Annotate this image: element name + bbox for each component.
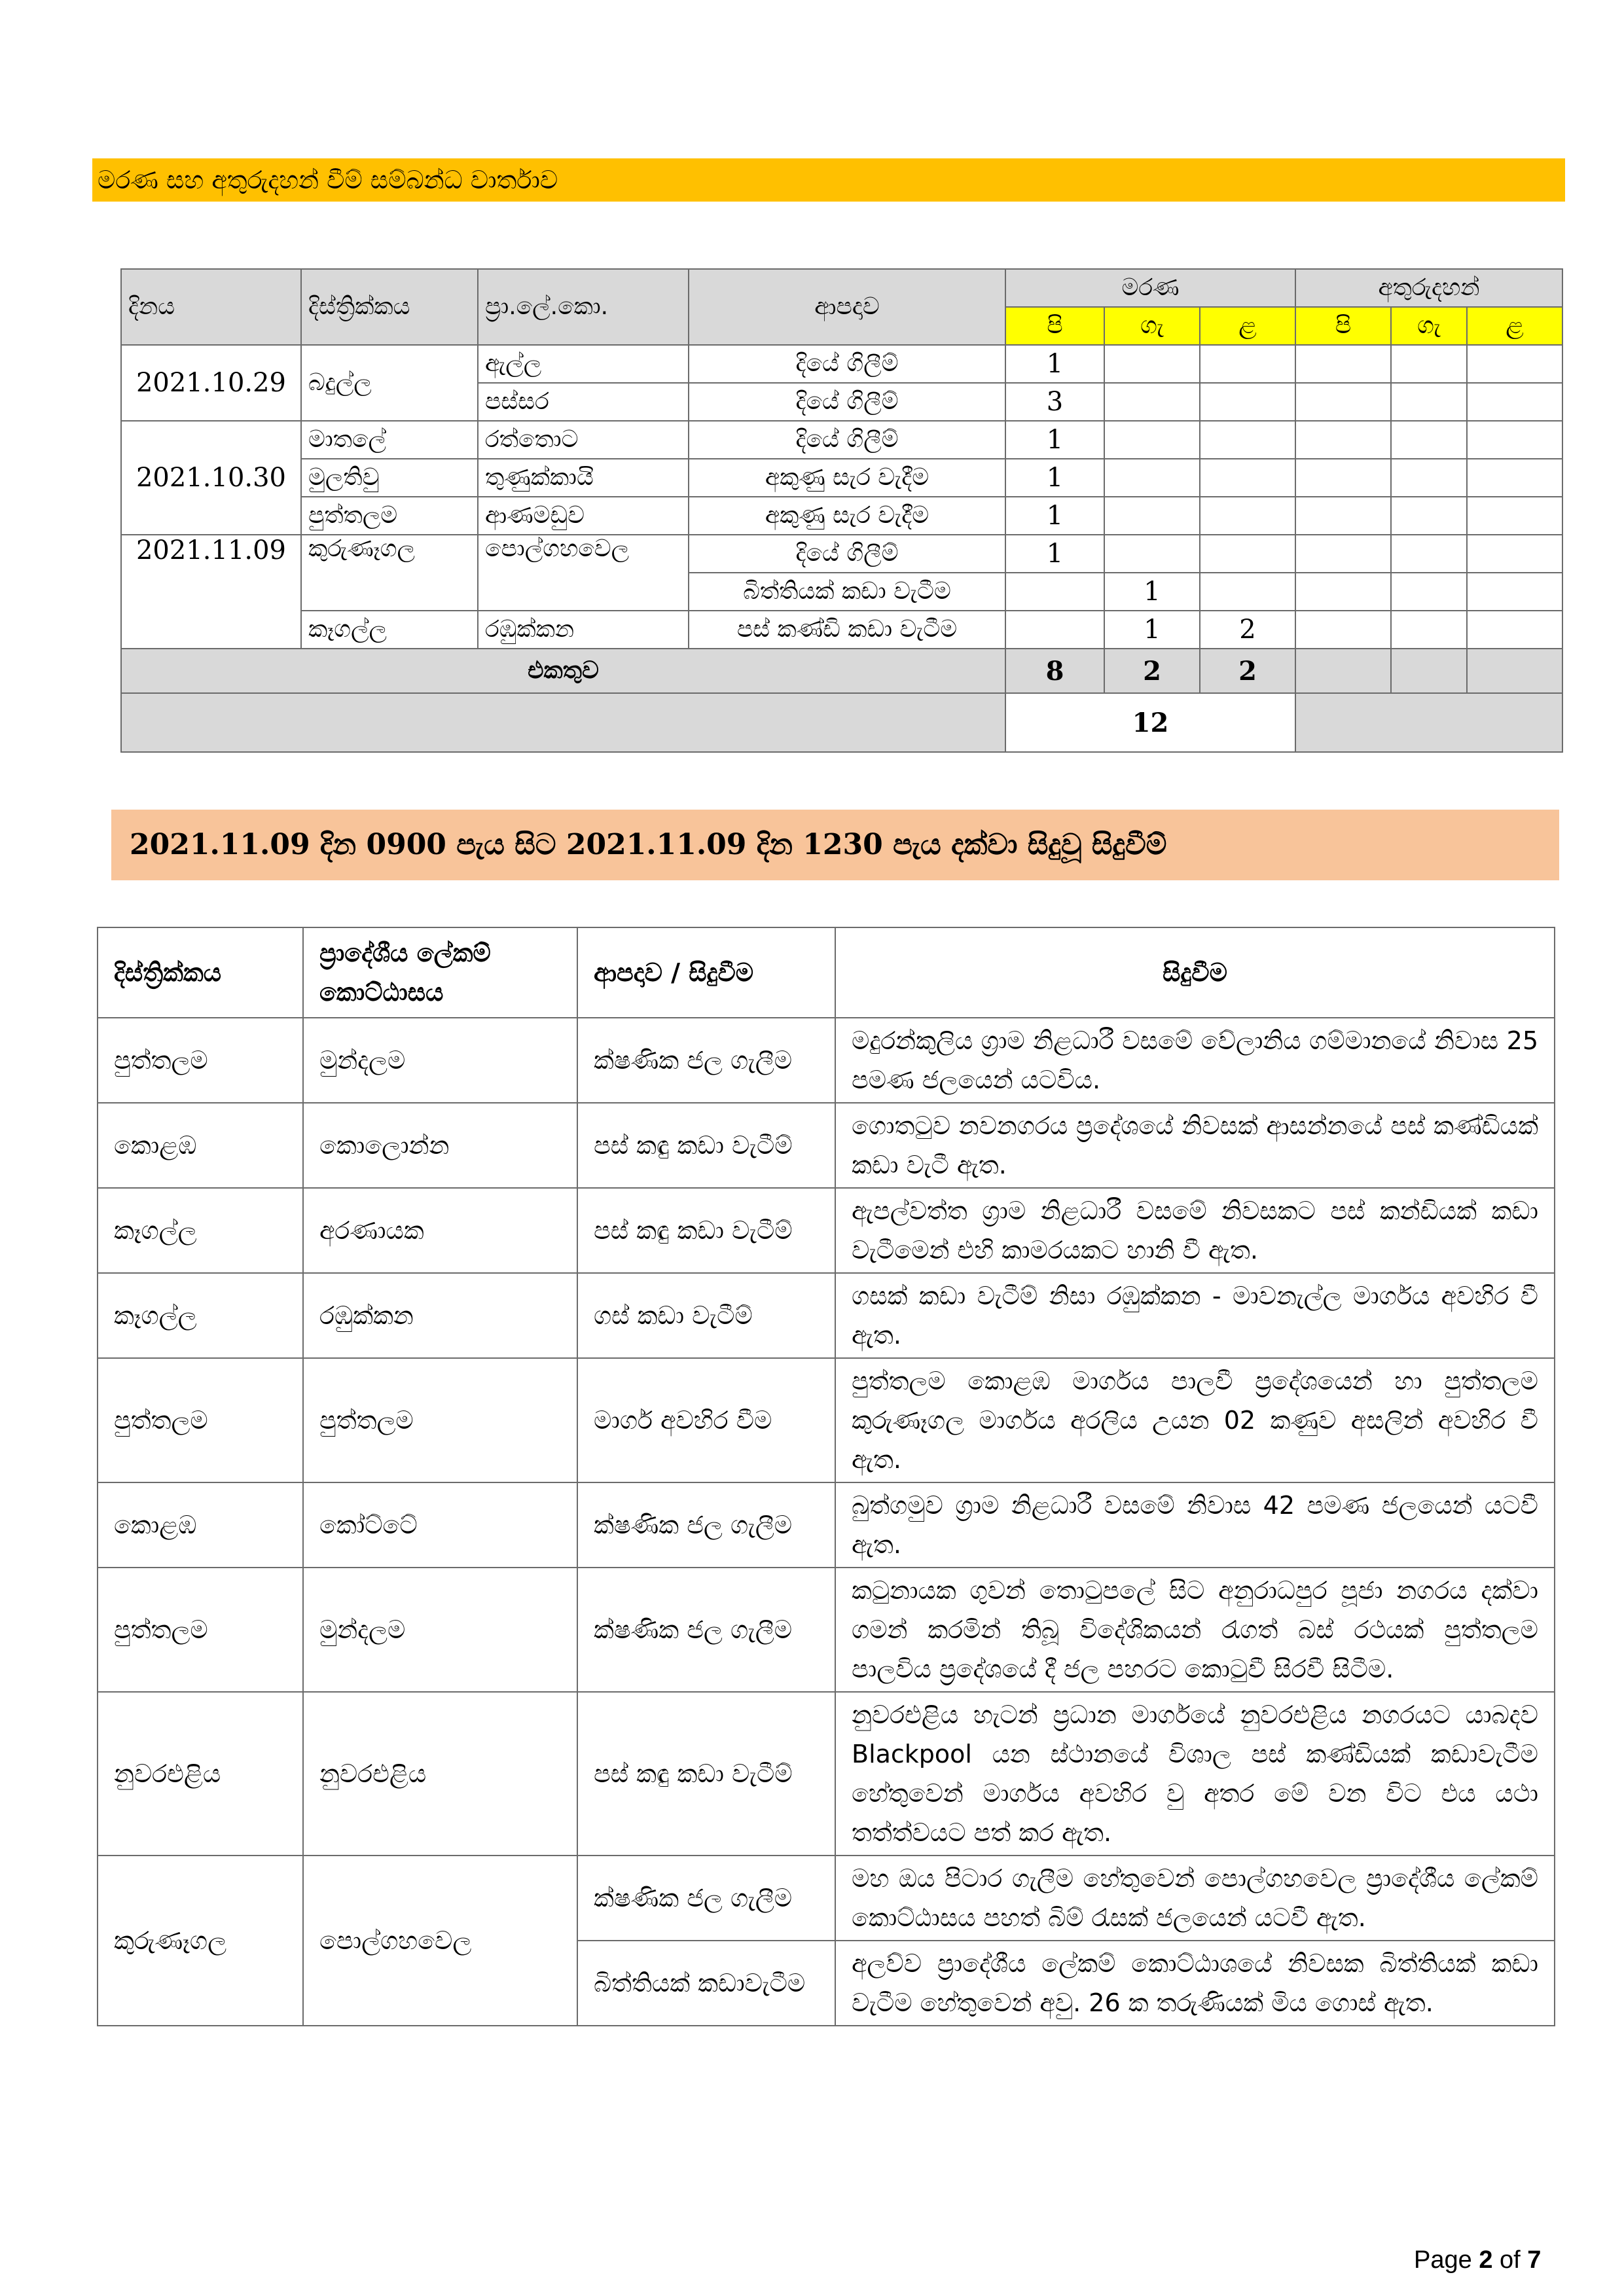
- missing-female-cell: [1391, 421, 1467, 459]
- deaths-male-cell: [1005, 611, 1104, 649]
- col-header-date: දිනය: [121, 269, 301, 345]
- missing-female-cell: [1391, 383, 1467, 421]
- sub-header-male: පි: [1295, 307, 1391, 345]
- missing-child-cell: [1467, 459, 1562, 497]
- table-row: [98, 1482, 1555, 1568]
- section-title-casualties: මරණ සහ අතුරුදහන් වීම් සම්බන්ධ වාර්තාව: [92, 158, 1565, 202]
- ds-cell: රඹුක්කන: [303, 1273, 577, 1358]
- hazard-cell: බිත්තියක් කඩා වැටීම: [689, 573, 1005, 611]
- missing-child-cell: [1467, 383, 1562, 421]
- table-row: [98, 1358, 1555, 1482]
- district-cell: පුත්තලම: [98, 1568, 303, 1692]
- page-word: Page: [1414, 2246, 1472, 2274]
- event-cell: ගොතටුව නවනගරය ප්‍රදේශයේ නිවසක් ආසන්නයේ පස් කණ්ඩියක් කඩා වැටී ඇත.: [835, 1103, 1555, 1188]
- deaths-male-cell: 1: [1005, 497, 1104, 535]
- date-cell: 2021.11.09: [121, 535, 301, 649]
- col-header-hazard: ආපදාව: [689, 269, 1005, 345]
- missing-female-cell: [1391, 345, 1467, 383]
- event-cell: ගසක් කඩා වැටීම් නිසා රඹුක්කන - මාවනැල්ල මාර්ගය අවහිර වී ඇත.: [835, 1273, 1555, 1358]
- hazard-cell: දියේ ගිලීම්: [689, 345, 1005, 383]
- table-row: [121, 611, 1562, 649]
- total-missing-male: [1295, 649, 1391, 693]
- total-missing-child: [1467, 649, 1562, 693]
- missing-male-cell: [1295, 573, 1391, 611]
- sub-header-male: පි: [1005, 307, 1104, 345]
- hazard-cell: ගස් කඩා වැටීම්: [577, 1273, 835, 1358]
- ds-cell: රත්තොට: [478, 421, 689, 459]
- deaths-female-cell: [1104, 535, 1200, 573]
- missing-female-cell: [1391, 535, 1467, 573]
- event-cell: කටුනායක ගුවන් තොටුපලේ සිට අනුරාධපුර පූජා නගරය දක්වා ගමන් කරමින් තිබූ විදේශිකයන් රැගත් බස් රථයක් පුත්තලම පාලවිය ප්‍රදේශයේ දී ජල පහරට කොටුවී සිරවී සිටීම.: [835, 1568, 1555, 1692]
- district-cell: බදුල්ල: [301, 345, 478, 421]
- deaths-female-cell: [1104, 459, 1200, 497]
- table-row: [98, 1692, 1555, 1856]
- deaths-male-cell: 3: [1005, 383, 1104, 421]
- total-label: එකතුව: [121, 649, 1005, 693]
- event-cell: අලව්ව ප්‍රාදේශීය ලේකම් කොට්ඨාශයේ නිවසක බිත්තියක් කඩා වැටීම හේතුවෙන් අවු. 26 ක තරුණියක් මිය ගොස් ඇත.: [835, 1941, 1555, 2026]
- missing-female-cell: [1391, 611, 1467, 649]
- district-cell: පුත්තලම: [301, 497, 478, 535]
- col-header-missing: අතුරුදහන්: [1295, 269, 1562, 307]
- missing-child-cell: [1467, 421, 1562, 459]
- table-row: [98, 1856, 1555, 1941]
- grand-total-row: [121, 693, 1562, 752]
- ds-cell: කෝට්ටේ: [303, 1482, 577, 1568]
- district-cell: නුවරඑළිය: [98, 1692, 303, 1856]
- deaths-female-cell: [1104, 421, 1200, 459]
- missing-male-cell: [1295, 459, 1391, 497]
- sub-header-female: ගැ: [1104, 307, 1200, 345]
- district-cell: කුරුණෑගල: [301, 535, 478, 611]
- ds-cell: තුණුක්කායි: [478, 459, 689, 497]
- page-number: 2: [1479, 2246, 1493, 2274]
- ds-cell: ආණමඩුව: [478, 497, 689, 535]
- date-cell: 2021.10.29: [121, 345, 301, 421]
- table-row: [121, 497, 1562, 535]
- hazard-cell: පස් කණ්ඩි කඩා වැටීම: [689, 611, 1005, 649]
- missing-female-cell: [1391, 497, 1467, 535]
- district-cell: කුරුණෑගල: [98, 1856, 303, 2026]
- date-cell: 2021.10.30: [121, 421, 301, 535]
- deaths-child-cell: [1200, 459, 1295, 497]
- table-row: [121, 421, 1562, 459]
- ds-cell: මුන්දලම: [303, 1018, 577, 1103]
- deaths-male-cell: 1: [1005, 459, 1104, 497]
- deaths-child-cell: [1200, 573, 1295, 611]
- missing-female-cell: [1391, 573, 1467, 611]
- ds-cell: කොලොන්න: [303, 1103, 577, 1188]
- hazard-cell: මාර්ග අවහිර වීම: [577, 1358, 835, 1482]
- district-cell: කොළඹ: [98, 1482, 303, 1568]
- missing-male-cell: [1295, 383, 1391, 421]
- total-row: [121, 649, 1562, 693]
- casualty-table: [120, 268, 1563, 753]
- hazard-cell: ක්ෂණික ජල ගැලීම: [577, 1018, 835, 1103]
- table-row: [98, 1568, 1555, 1692]
- deaths-female-cell: 1: [1104, 573, 1200, 611]
- hazard-cell: අකුණු සැර වැදීම: [689, 459, 1005, 497]
- district-cell: කොළඹ: [98, 1103, 303, 1188]
- deaths-male-cell: 1: [1005, 421, 1104, 459]
- ds-cell: පුත්තලම: [303, 1358, 577, 1482]
- hazard-cell: දියේ ගිලීම්: [689, 383, 1005, 421]
- hazard-cell: ක්ෂණික ජල ගැලීම: [577, 1568, 835, 1692]
- total-female: 2: [1104, 649, 1200, 693]
- col-header-district: දිස්ත්‍රික්කය: [98, 927, 303, 1018]
- deaths-male-cell: [1005, 573, 1104, 611]
- total-missing-female: [1391, 649, 1467, 693]
- missing-male-cell: [1295, 345, 1391, 383]
- event-cell: පුත්තලම කොළඹ මාර්ගය පාලවී ප්‍රදේශයෙන් හා පුත්තලම කුරුණෑගල මාර්ගය අරලිය උයන 02 කණුව අසලින් අවහිර වී ඇත.: [835, 1358, 1555, 1482]
- hazard-cell: පස් කඳු කඩා වැටීම්: [577, 1103, 835, 1188]
- missing-male-cell: [1295, 611, 1391, 649]
- grand-total-missing: [1295, 693, 1562, 752]
- col-header-hazard: ආපදාව / සිදුවීම: [577, 927, 835, 1018]
- district-cell: මාතලේ: [301, 421, 478, 459]
- missing-male-cell: [1295, 497, 1391, 535]
- total-child: 2: [1200, 649, 1295, 693]
- missing-child-cell: [1467, 345, 1562, 383]
- ds-cell: පස්සර: [478, 383, 689, 421]
- ds-cell: රඹුක්කන: [478, 611, 689, 649]
- col-header-ds: ප්‍රා.ලේ.කො.: [478, 269, 689, 345]
- grand-total-deaths: 12: [1005, 693, 1295, 752]
- table-row: [121, 345, 1562, 383]
- event-cell: බුත්ගමුව ග්‍රාම නිළධාරී වසමේ නිවාස 42 පමණ ජලයෙන් යටවී ඇත.: [835, 1482, 1555, 1568]
- deaths-child-cell: [1200, 345, 1295, 383]
- table-row: [121, 535, 1562, 573]
- deaths-child-cell: 2: [1200, 611, 1295, 649]
- deaths-child-cell: [1200, 383, 1295, 421]
- grand-total-blank: [121, 693, 1005, 752]
- hazard-cell: අකුණු සැර වැදීම: [689, 497, 1005, 535]
- deaths-child-cell: [1200, 497, 1295, 535]
- missing-child-cell: [1467, 535, 1562, 573]
- hazard-cell: දියේ ගිලීම්: [689, 421, 1005, 459]
- missing-female-cell: [1391, 459, 1467, 497]
- ds-cell: මුන්දලම: [303, 1568, 577, 1692]
- missing-male-cell: [1295, 535, 1391, 573]
- missing-male-cell: [1295, 421, 1391, 459]
- sub-header-child: ළ: [1467, 307, 1562, 345]
- district-cell: මුලතිවු: [301, 459, 478, 497]
- hazard-cell: ක්ෂණික ජල ගැලීම: [577, 1856, 835, 1941]
- section-title-incidents: 2021.11.09 දින 0900 පැය සිට 2021.11.09 දින 1230 පැය දක්වා සිදුවූ සිදුවීම්: [111, 810, 1559, 880]
- col-header-event: සිදුවීම: [835, 927, 1555, 1018]
- table-row: [121, 459, 1562, 497]
- page-footer: [1414, 2246, 1541, 2274]
- table-row: [98, 1018, 1555, 1103]
- ds-cell: නුවරඑළිය: [303, 1692, 577, 1856]
- district-cell: කෑගල්ල: [98, 1273, 303, 1358]
- hazard-cell: පස් කඳු කඩා වැටීම්: [577, 1692, 835, 1856]
- table-row: [98, 1188, 1555, 1273]
- deaths-child-cell: [1200, 535, 1295, 573]
- missing-child-cell: [1467, 573, 1562, 611]
- district-cell: පුත්තලම: [98, 1358, 303, 1482]
- district-cell: පුත්තලම: [98, 1018, 303, 1103]
- ds-cell: අරණායක: [303, 1188, 577, 1273]
- hazard-cell: දියේ ගිලීම්: [689, 535, 1005, 573]
- event-cell: ඇපල්වත්ත ග්‍රාම නිළධාරී වසමේ නිවසකට පස් කන්ඩියක් කඩා වැටීමෙන් එහි කාමරයකට හානි වී ඇත.: [835, 1188, 1555, 1273]
- deaths-female-cell: [1104, 383, 1200, 421]
- total-male: 8: [1005, 649, 1104, 693]
- deaths-child-cell: [1200, 421, 1295, 459]
- table-row: [98, 1103, 1555, 1188]
- deaths-female-cell: [1104, 497, 1200, 535]
- deaths-male-cell: 1: [1005, 535, 1104, 573]
- of-word: of: [1500, 2246, 1521, 2274]
- hazard-cell: ක්ෂණික ජල ගැලීම: [577, 1482, 835, 1568]
- ds-cell: පොල්ගහවෙල: [478, 535, 689, 611]
- event-cell: මදුරන්කුලිය ග්‍රාම නිළධාරී වසමේ වේලානිය ගම්මානයේ නිවාස 25 පමණ ජලයෙන් යටවිය.: [835, 1018, 1555, 1103]
- sub-header-child: ළ: [1200, 307, 1295, 345]
- hazard-cell: බිත්තියක් කඩාවැටීම: [577, 1941, 835, 2026]
- ds-cell: ඇල්ල: [478, 345, 689, 383]
- ds-cell: පොල්ගහවෙල: [303, 1856, 577, 2026]
- deaths-female-cell: 1: [1104, 611, 1200, 649]
- sub-header-female: ගැ: [1391, 307, 1467, 345]
- col-header-ds: ප්‍රාදේශීය ලේකම් කොට්ඨාසය: [303, 927, 577, 1018]
- incident-table: [97, 927, 1555, 2026]
- hazard-cell: පස් කඳු කඩා වැටීම්: [577, 1188, 835, 1273]
- missing-child-cell: [1467, 611, 1562, 649]
- col-header-deaths: මරණ: [1005, 269, 1295, 307]
- district-cell: කෑගල්ල: [98, 1188, 303, 1273]
- district-cell: කෑගල්ල: [301, 611, 478, 649]
- event-cell: නුවරඑළිය හැටන් ප්‍රධාන මාර්ගයේ නුවරඑළිය නගරයට යාබදව Blackpool යන ස්ථානයේ විශාල පස් කණ්ඩියක් කඩාවැටීම හේතුවෙන් මාර්ගය අවහිර වු අතර මේ වන විට එය යථා තත්ත්වයට පත් කර ඇත.: [835, 1692, 1555, 1856]
- missing-child-cell: [1467, 497, 1562, 535]
- col-header-district: දිස්ත්‍රික්කය: [301, 269, 478, 345]
- page-total: 7: [1527, 2246, 1542, 2274]
- table-row: [98, 1273, 1555, 1358]
- deaths-male-cell: 1: [1005, 345, 1104, 383]
- deaths-female-cell: [1104, 345, 1200, 383]
- event-cell: මහ ඔය පිටාර ගැලීම හේතුවෙන් පොල්ගහවෙල ප්‍රාදේශීය ලේකම් කොට්ඨාසය පහත් බිම් රැසක් ජලයෙන් යටවී ඇත.: [835, 1856, 1555, 1941]
